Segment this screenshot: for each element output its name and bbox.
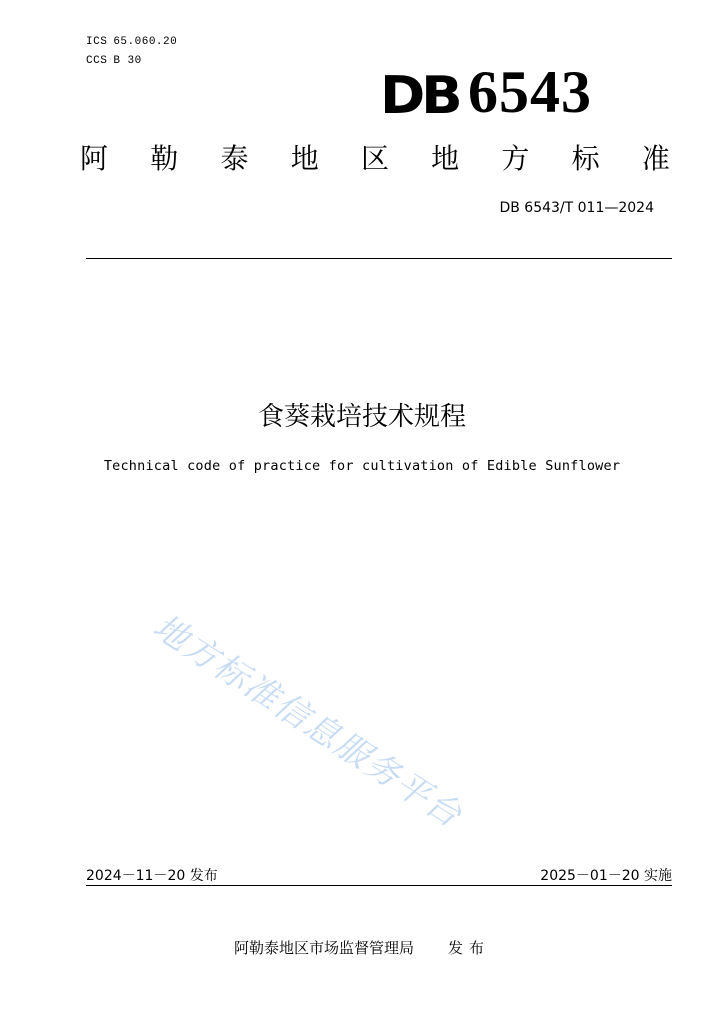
standard-type-char: 区	[360, 142, 389, 175]
standard-type-char: 泰	[220, 142, 249, 175]
standard-type-heading	[80, 137, 670, 177]
ccs-value: B 30	[113, 55, 142, 67]
watermark: 地方标准信息服务平台	[145, 606, 470, 837]
standard-type-char: 勒	[150, 142, 179, 175]
db-logo-number: 6543	[468, 59, 592, 125]
ccs-label: CCS	[86, 55, 108, 67]
document-title-chinese: 食葵栽培技术规程	[257, 402, 466, 432]
top-divider	[86, 258, 672, 259]
db-logo	[380, 56, 620, 126]
document-title-english: Technical code of practice for cultivation of Edible Sunflower	[103, 458, 621, 474]
standard-type-char: 标	[571, 142, 600, 175]
issue-date: 2024－11－20 发布	[86, 868, 218, 884]
ics-value: 65.060.20	[113, 36, 178, 48]
ics-code	[86, 36, 177, 48]
standard-type-char: 准	[641, 142, 670, 175]
standard-type-char: 方	[501, 142, 530, 175]
publisher-line	[0, 937, 724, 958]
bottom-divider	[86, 885, 672, 886]
standard-type-char: 地	[431, 142, 460, 175]
standard-type-char: 地	[290, 142, 319, 175]
publisher-name: 阿勒泰地区市场监督管理局	[233, 939, 414, 957]
publisher-action: 发布	[448, 939, 491, 957]
standard-number: DB 6543/T 011—2024	[499, 200, 654, 216]
db-logo-prefix: DB	[380, 66, 459, 126]
implementation-date: 2025－01－20 实施	[540, 868, 672, 884]
ccs-code	[86, 55, 142, 67]
ics-label: ICS	[86, 36, 108, 48]
standard-type-char: 阿	[80, 142, 109, 175]
